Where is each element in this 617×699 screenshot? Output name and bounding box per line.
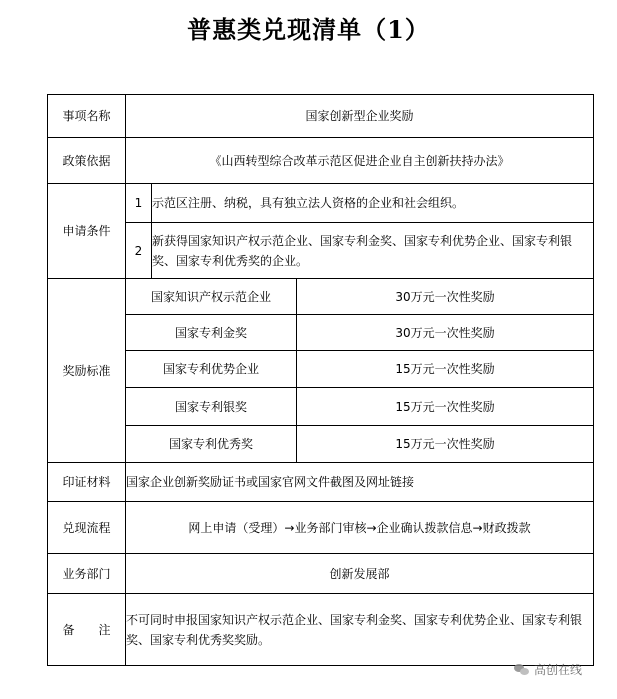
condition-text: 示范区注册、纳税，具有独立法人资格的企业和社会组织。: [152, 184, 594, 223]
policy-table: [47, 94, 594, 666]
reward-amount: 15万元一次性奖励: [297, 388, 594, 426]
reward-amount: 15万元一次性奖励: [297, 426, 594, 463]
table-row-process: [48, 502, 594, 554]
table-row-reward: [48, 388, 594, 426]
row-label: 备 注: [48, 594, 126, 666]
reward-amount: 30万元一次性奖励: [297, 279, 594, 315]
remarks-value: 不可同时申报国家知识产权示范企业、国家专利金奖、国家专利优势企业、国家专利银奖、国家专利优秀奖奖励。: [126, 594, 594, 666]
row-label: 业务部门: [48, 554, 126, 594]
watermark: [514, 661, 582, 678]
row-label: 政策依据: [48, 138, 126, 184]
table-row-reward: [48, 426, 594, 463]
table-row-department: [48, 554, 594, 594]
item-name-value: 国家创新型企业奖励: [126, 95, 594, 138]
reward-name: 国家专利优势企业: [126, 351, 297, 388]
department-value: 创新发展部: [126, 554, 594, 594]
table-row-item-name: [48, 95, 594, 138]
policy-basis-value: 《山西转型综合改革示范区促进企业自主创新扶持办法》: [126, 138, 594, 184]
process-value: 网上申请（受理）→业务部门审核→企业确认拨款信息→财政拨款: [126, 502, 594, 554]
reward-amount: 30万元一次性奖励: [297, 315, 594, 351]
table-row-proof: [48, 463, 594, 502]
reward-name: 国家知识产权示范企业: [126, 279, 297, 315]
table-row-reward: [48, 351, 594, 388]
wechat-icon: [514, 664, 530, 676]
reward-name: 国家专利优秀奖: [126, 426, 297, 463]
condition-number: 1: [126, 184, 152, 223]
watermark-text: 高创在线: [534, 663, 583, 677]
reward-name: 国家专利金奖: [126, 315, 297, 351]
row-label: 奖励标准: [48, 279, 126, 463]
page-title: 普惠类兑现清单（1）: [187, 15, 430, 44]
condition-text: 新获得国家知识产权示范企业、国家专利金奖、国家专利优势企业、国家专利银奖、国家专利优秀奖的企业。: [152, 223, 594, 279]
table-row-reward: [48, 279, 594, 315]
proof-materials-value: 国家企业创新奖励证书或国家官网文件截图及网址链接: [126, 463, 594, 502]
reward-name: 国家专利银奖: [126, 388, 297, 426]
table-row-policy-basis: [48, 138, 594, 184]
row-label: 事项名称: [48, 95, 126, 138]
row-label: 兑现流程: [48, 502, 126, 554]
table-row-reward: [48, 315, 594, 351]
reward-amount: 15万元一次性奖励: [297, 351, 594, 388]
row-label: 申请条件: [48, 184, 126, 279]
table-row-condition-2: [48, 223, 594, 279]
row-label: 印证材料: [48, 463, 126, 502]
table-row-remarks: [48, 594, 594, 666]
condition-number: 2: [126, 223, 152, 279]
table-row-condition-1: [48, 184, 594, 223]
